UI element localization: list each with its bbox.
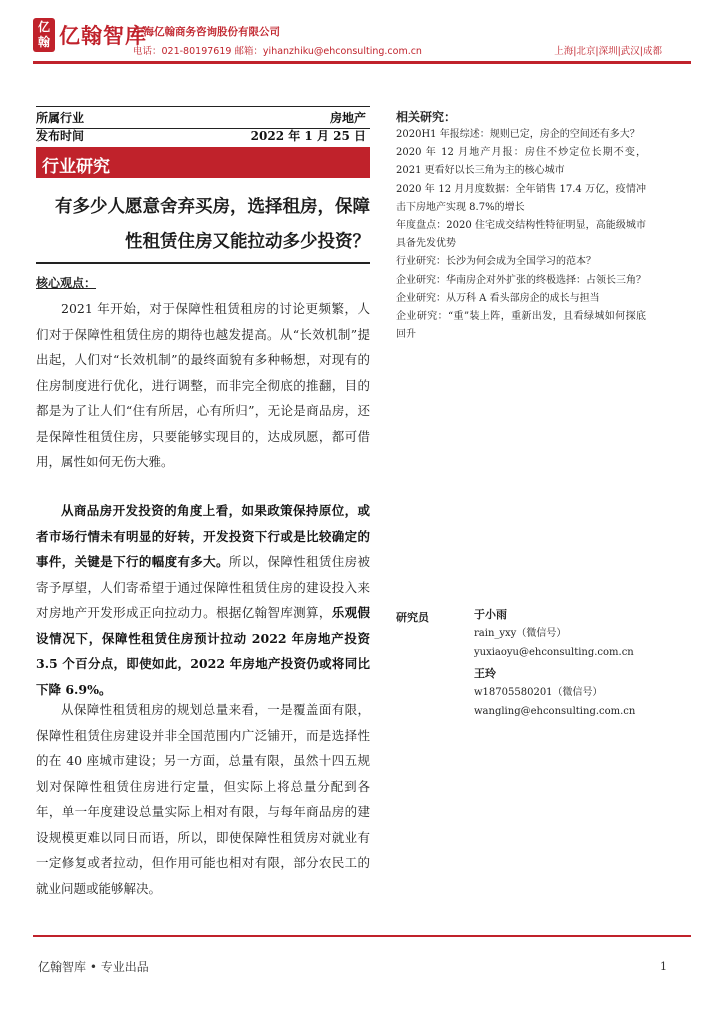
analyst-name: 王玲 (474, 667, 496, 680)
researcher-label: 研究员 (396, 611, 429, 624)
title-divider (36, 262, 370, 264)
date-value: 2022 年 1 月 25 日 (250, 128, 366, 143)
analyst-email[interactable]: wangling@ehconsulting.com.cn (474, 706, 636, 717)
related-list (396, 126, 646, 344)
office-cities: 上海|北京|深圳|武汉|成都 (554, 46, 662, 57)
paragraph-2 (36, 498, 370, 702)
related-item[interactable]: 行业研究：长沙为何会成为全国学习的范本？ (396, 256, 596, 268)
paragraph-3-text: 从保障性租赁租房的规划总量来看，一是覆盖面有限，保障性租赁住房建设并非全国范围内广泛铺开，而是选择性的在 40 座城市建设；另一方面，总量有限，虽然十四五规划对保障性租赁住房进行定量，但实际上将总量分配到各年，单一年度建设总量实际上相对有限，与每年商品房的建设规模更难以同日而语，所以，即使保障性租赁房对就业有一定修复或者拉动，但作用可能也相对有限，部分农民工的就业问题或能够解决。 (36, 702, 370, 896)
brand-name: 亿翰智库 (59, 24, 147, 48)
related-item[interactable]: 2020H1 年报综述：规则已定，房企的空间还有多大？ (396, 129, 640, 140)
page-number: 1 (660, 960, 667, 973)
related-item[interactable]: 年度盘点：2020 住宅成交结构性特征明显，高能级城市具备先发优势 (396, 220, 646, 250)
analyst-1 (474, 605, 634, 662)
paragraph-2-bold-a: 从商品房开发投资的角度上看，如果政策保持原位，或者市场行情未有明显的好转，开发投资下行或是比较确定的事件，关键是下行的幅度有多大。 (36, 503, 370, 569)
date-label: 发布时间 (36, 128, 85, 143)
paragraph-3 (36, 697, 370, 901)
related-heading: 相关研究： (396, 110, 457, 124)
footer-divider (33, 935, 691, 937)
section-banner (36, 147, 370, 178)
title-line-2: 性租赁住房又能拉动多少投资？ (125, 232, 370, 252)
contact-info: 电话：021-80197619 邮箱：yihanzhiku@ehconsulting.com.cn (133, 46, 422, 57)
related-item[interactable]: 企业研究：从万科 A 看头部房企的成长与担当 (396, 292, 600, 304)
paragraph-1-text: 2021 年开始，对于保障性租赁租房的讨论更频繁，人们对于保障性租赁住房的期待也越发提高。从“长效机制”提出起，人们对“长效机制”的最终面貌有多种畅想，对现有的住房制度进行优化，进行调整，而非完全彻底的推翻，目的都是为了让人们“住有所居，心有所归”，无论是商品房，还是保障性租赁住房，只要能够实现目的，达成夙愿，都可借用，属性如何无伤大雅。 (36, 301, 370, 469)
date-row (36, 124, 370, 146)
header-divider (33, 61, 691, 64)
analyst-name: 于小雨 (474, 608, 507, 621)
related-item[interactable]: 2020 年 12 月地产月报：房住不炒定位长期不变，2021 更看好以长三角为主的核心城市 (396, 147, 646, 177)
analyst-wechat: w18705580201（微信号） (474, 687, 603, 698)
title-line-1: 有多少人愿意舍弃买房，选择租房，保障 (55, 197, 370, 217)
analyst-email[interactable]: yuxiaoyu@ehconsulting.com.cn (474, 647, 634, 658)
logo-seal: 亿翰 (33, 18, 55, 52)
core-heading: 核心观点： (36, 276, 97, 290)
paragraph-2-normal: 所以，保障性租赁住房被寄予厚望，人们寄希望于通过保障性租赁住房的建设投入来对房地产开发形成正向拉动力。根据亿翰智库测算， (36, 554, 370, 620)
paragraph-1 (36, 296, 370, 475)
footer-brand: 亿翰智库 • 专业出品 (38, 960, 149, 974)
analyst-2 (474, 664, 635, 721)
related-item[interactable]: 企业研究：华南房企对外扩张的终极选择：占领长三角？ (396, 274, 646, 286)
banner-label: 行业研究 (42, 157, 110, 177)
industry-value: 房地产 (329, 110, 366, 125)
related-item[interactable]: 企业研究：“重”装上阵，重新出发，且看绿城如何探底回升 (396, 311, 646, 341)
paragraph-2-bold-b: 乐观假设情况下，保障性租赁住房预计拉动 2022 年房地产投资 3.5 个百分点，即使如此，2022 年房地产投资仍或将同比下降 6.9%。 (36, 605, 370, 697)
related-item[interactable]: 2020 年 12 月月度数据：全年销售 17.4 万亿，疫情冲击下房地产实现 8.7%的增长 (396, 183, 646, 213)
industry-label: 所属行业 (36, 110, 85, 125)
report-title (36, 190, 370, 260)
company-logo (33, 18, 147, 52)
company-name: 上海亿翰商务咨询股份有限公司 (133, 26, 280, 38)
analyst-wechat: rain_yxy（微信号） (474, 628, 567, 639)
